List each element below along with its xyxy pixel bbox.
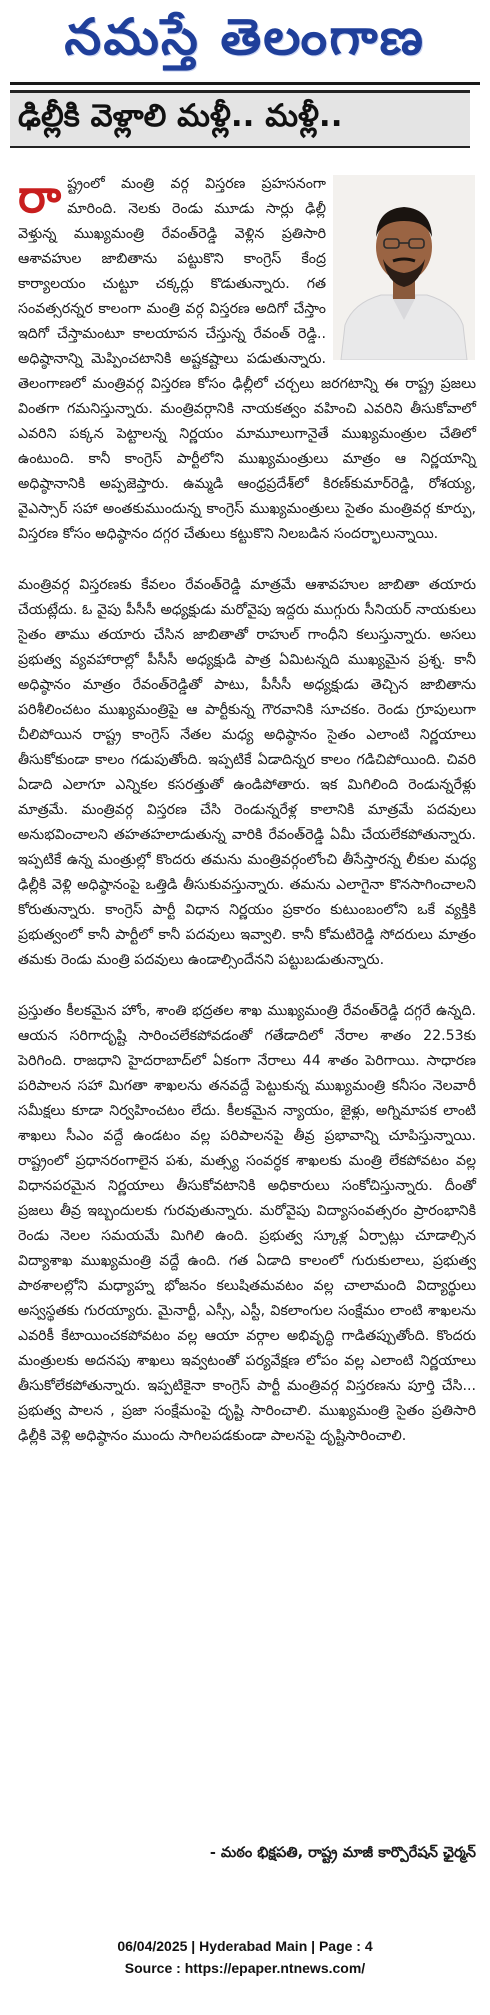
- article-headline: ఢిల్లీకి వెళ్లాలి మళ్లీ.. మళ్లీ..: [10, 90, 470, 148]
- footer-source-link[interactable]: Source : https://epaper.ntnews.com/: [124, 1960, 366, 1976]
- page-footer: [0, 1935, 490, 1979]
- author-signature: - మఠం భిక్షపతి, రాష్ట్ర మాజీ కార్పొరేషన్‌ ఛైర్మన్‌: [209, 1845, 476, 1861]
- masthead-title: నమస్తే తెలంగాణ: [64, 7, 426, 66]
- newspaper-masthead: [0, 8, 490, 78]
- paragraph-text: ష్ట్రంలో మంత్రి వర్గ విస్తరణ ప్రహసనంగా మారింది. నెలకు రెండు మూడు సార్లు ఢిల్లీ వెళ్తున్న ముఖ్యమంత్రి రేవంత్‌రెడ్డి వెళ్లిన ప్రతిసారి ఆశావహుల జాబితాను పట్టుకొని కాంగ్రెస్‌ కేంద్ర కార్యాలయం చుట్టూ చక్కర్లు కొడుతున్నారు. గత సంవత్సరన్నర కాలంగా మంత్రి వర్గ విస్తరణ అదిగో చేస్తాం ఇదిగో చేస్తామంటూ కాలయాపన చేస్తున్న రేవంత్‌ రెడ్డి.. అధిష్ఠానాన్ని మెప్పించటానికి అష్టకష్టాలు పడుతున్నారు. తెలంగాణలో మంత్రివర్గ విస్తరణ కోసం ఢిల్లీలో చర్చలు జరగటాన్ని ఈ రాష్ట్ర ప్రజలు వింతగా గమనిస్తున్నారు. మంత్రివర్గానికి నాయకత్వం వహించి ఎవరిని తీసుకోవాలో ఎవరిని పక్కన పెట్టాలన్న నిర్ణయం మామూలుగానైతే ముఖ్యమంత్రుల చేతిలో ఉంటుంది. కానీ కాంగ్రెస్‌ పార్టీలోని ముఖ్యమంత్రులు మాత్రం ఆ నిర్ణయాన్ని అధిష్ఠానానికి అప్పజెప్తారు. ఉమ్మడి ఆంధ్రప్రదేశ్‌లో కిరణ్‌కుమార్‌రెడ్డి, రోశయ్య, వైఎస్సార్‌ సహా అంతకుముందున్న కాంగ్రెస్‌ ముఖ్యమంత్రులు సైతం మంత్రివర్గ కూర్పు, విస్తరణ కోసం అధిష్ఠానం దగ్గర చేతులు కట్టుకొని నిలబడిన సందర్భాలున్నాయి.: [18, 176, 476, 542]
- masthead-divider: [10, 82, 480, 85]
- article-paragraph-2: మంత్రివర్గ విస్తరణకు కేవలం రేవంత్‌రెడ్డి మాత్రమే ఆశావహుల జాబితా తయారు చేయట్లేదు. ఓ వైపు పీసీసీ అధ్యక్షుడు మరోవైపు ఇద్దరు ముగ్గురు సీనియర్‌ నాయకులు సైతం తాము తయారు చేసిన జాబితాతో రాహుల్‌ గాంధీని కలుస్తున్నారు. అసలు ప్రభుత్వ వ్యవహారాల్లో పీసీసీ అధ్యక్షుడి పాత్ర ఏమిటన్నది ముఖ్యమైన ప్రశ్న. కానీ అధిష్ఠానం మాత్రం రేవంత్‌రెడ్డితో పాటు, పీసీసీ అధ్యక్షుడు తెచ్చిన జాబితాను పరిశీలించటం ముఖ్యమంత్రిపై ఆ పార్టీకున్న గౌరవానికి సూచకం. రెండు గ్రూపులుగా చీలిపోయిన రాష్ట్ర కాంగ్రెస్‌ నేతల మధ్య అధిష్ఠానం సైతం ఎలాంటి నిర్ణయాలు తీసుకోకుండా కాలం గడుపుతోంది. ఇప్పటికే ఏడాదిన్నర కాలం గడిచిపోయింది. చివరి ఏడాది ఎలాగూ ఎన్నికల కసరత్తుతో ఉండిపోతారు. ఇక మిగిలింది రెండున్నరేళ్లు మాత్రమే. మంత్రివర్గ విస్తరణ చేసి రెండున్నరేళ్ల కాలానికి మాత్రమే పదవులు అనుభవించాలని తహతహలాడుతున్న వారికి రేవంత్‌రెడ్డి ఏమీ చేయలేకపోతున్నారు. ఇప్పటికే ఉన్న మంత్రుల్లో కొందరు తమను మంత్రివర్గంలోంచి తీసేస్తారన్న లీకుల మధ్య ఢిల్లీకి వెళ్లి అధిష్ఠానంపై ఒత్తిడి తీసుకువస్తున్నారు. తమను ఎలాగైనా కొనసాగించాలని కోరుతున్నారు. కాంగ్రెస్‌ పార్టీ విధాన నిర్ణయం ప్రకారం కుటుంబంలోని ఒకే వ్యక్తికి ప్రభుత్వంలో కానీ పార్టీలో కానీ పదవులు ఇవ్వాలి. కానీ కోమటిరెడ్డి సోదరులు మాత్రం తమకు రెండు మంత్రి పదవులు ఉండాల్సిందేనని పట్టుబడుతున్నారు.: [18, 577, 476, 968]
- article-paragraph-3: ప్రస్తుతం కీలకమైన హోం, శాంతి భద్రతల శాఖ ముఖ్యమంత్రి రేవంత్‌రెడ్డి దగ్గరే ఉన్నది. ఆయన సరిగాదృష్టి సారించలేకపోవడంతో గతేడాదిలో నేరాల శాతం 22.53కు పెరిగింది. రాజధాని హైదరాబాద్‌లో ఏకంగా నేరాలు 44 శాతం పెరిగాయి. సాధారణ పరిపాలన సహా మిగతా శాఖలను తనవద్దే పెట్టుకున్న ముఖ్యమంత్రి కనీసం నెలవారీ సమీక్షలు కూడా నిర్వహించటం లేదు. కీలకమైన న్యాయం, జైళ్లు, అగ్నిమాపక లాంటి శాఖలు సీఎం వద్దే ఉండటం వల్ల పరిపాలనపై తీవ్ర ప్రభావాన్ని చూపిస్తున్నాయి. రాష్ట్రంలో ప్రధానరంగాలైన పశు, మత్స్య సంవర్ధక శాఖలకు మంత్రి లేకపోవటం వల్ల విధానపరమైన నిర్ణయాలు తీసుకోవటానికి అధికారులు సంకోచిస్తున్నారు. దీంతో ప్రజలు తీవ్ర ఇబ్బందులకు గురవుతున్నారు. మరోవైపు విద్యాసంవత్సరం ప్రారంభానికి రెండు నెలల సమయమే మిగిలి ఉంది. ప్రభుత్వ స్కూళ్ల ఏర్పాట్లు చూడాల్సిన విద్యాశాఖ ముఖ్యమంత్రి వద్దే ఉంది. గత ఏడాది కాలంలో గురుకులాలు, ప్రభుత్వ పాఠశాలల్లోని మధ్యాహ్న భోజనం కలుషితమవటం వల్ల చాలామంది విద్యార్థులు అస్వస్థతకు గురయ్యారు. మైనార్టీ, ఎస్సీ, ఎస్టీ, వికలాంగుల సంక్షేమం లాంటి శాఖలను ఎవరికీ కేటాయించకపోవటం వల్ల ఆయా వర్గాల అభివృద్ధి గాడితప్పుతోంది. కొందరు మంత్రులకు అదనపు శాఖలు ఇవ్వటంతో పర్యవేక్షణ లోపం వల్ల ఎలాంటి నిర్ణయాలు తీసుకోలేకపోతున్నారు. ఇప్పటికైనా కాంగ్రెస్‌ పార్టీ మంత్రివర్గ విస్తరణను పూర్తి చేసి... ప్రభుత్వ పాలన , ప్రజా సంక్షేమంపై దృష్టి సారించాలి. ముఖ్యమంత్రి సైతం ప్రతిసారి ఢిల్లీకి వెళ్లి అధిష్ఠానం ముందు సాగిలపడకుండా పాలనపై దృష్టిసారించాలి.: [18, 1003, 476, 1444]
- drop-cap: రా: [18, 169, 62, 223]
- footer-edition-info: 06/04/2025 | Hyderabad Main | Page : 4: [117, 1938, 373, 1954]
- article-body: [18, 169, 476, 1449]
